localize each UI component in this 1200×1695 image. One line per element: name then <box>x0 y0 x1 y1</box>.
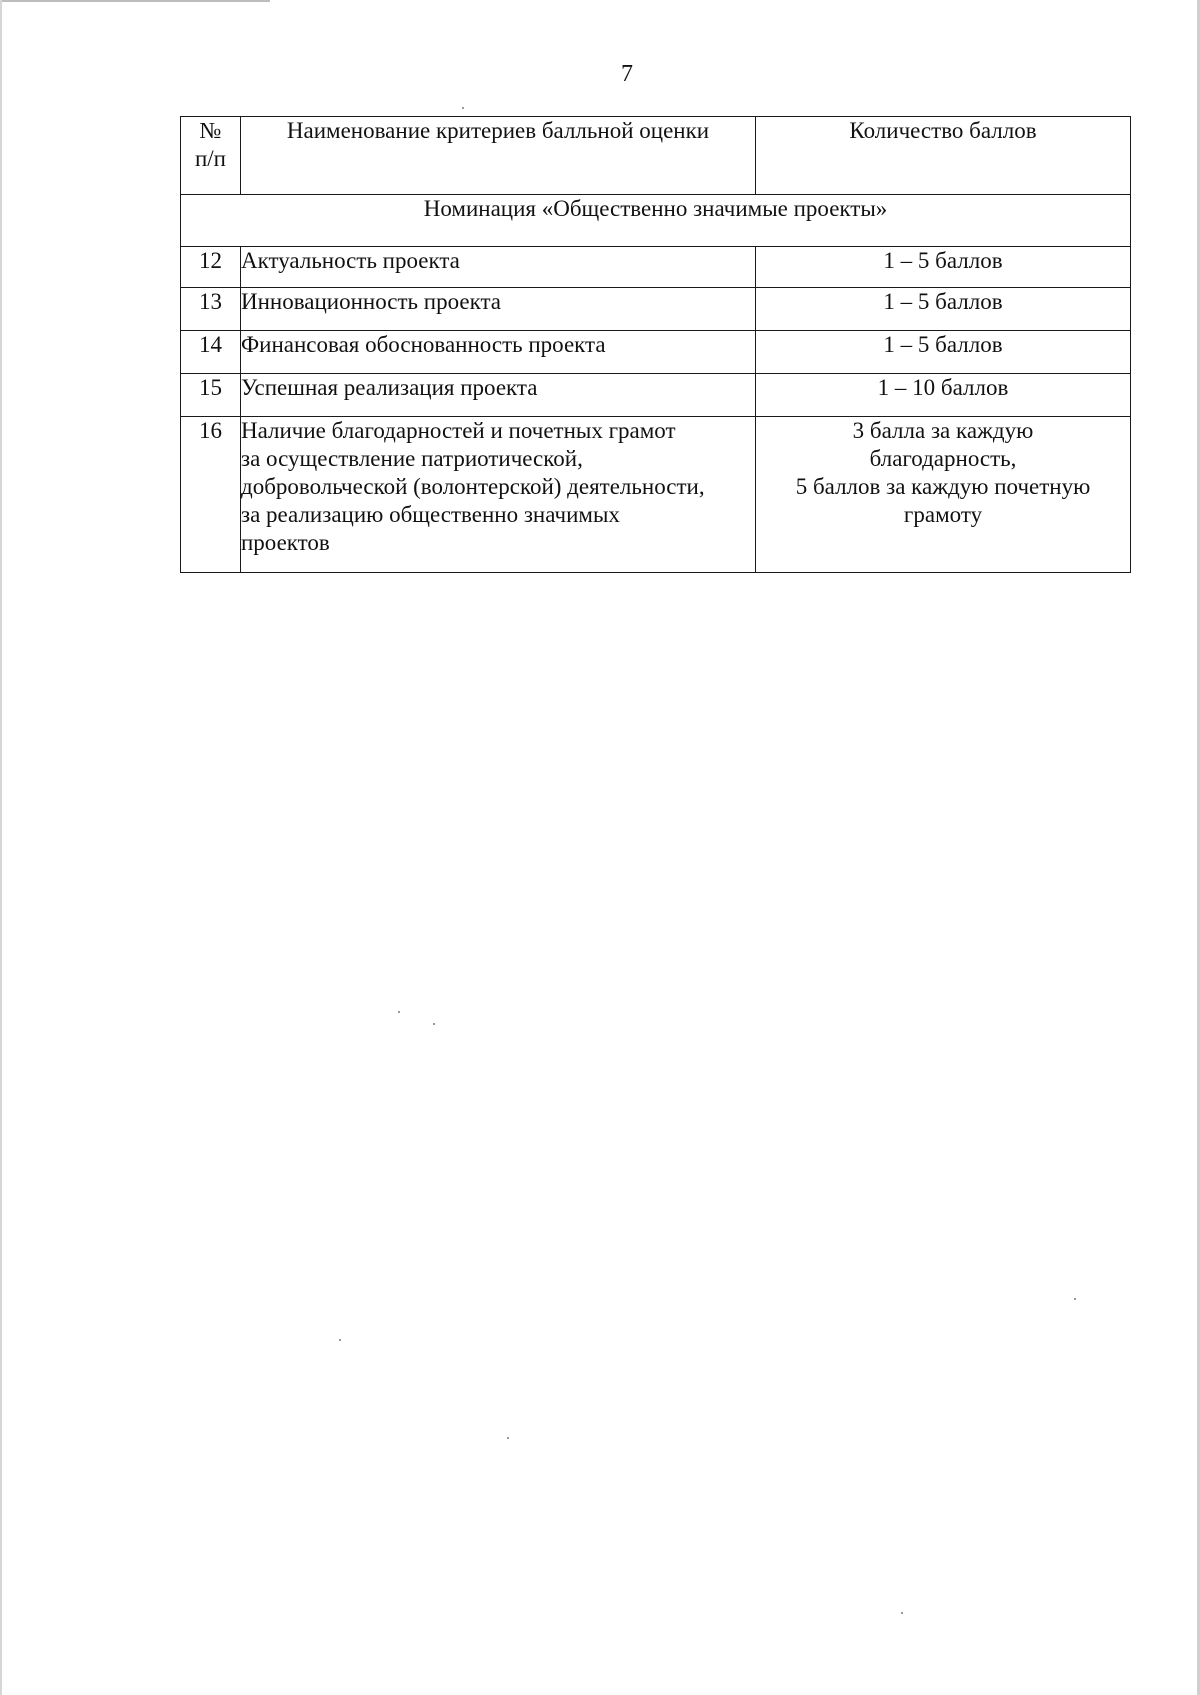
score-line: 1 – 5 баллов <box>883 332 1003 357</box>
criteria-name-line: за реализацию общественно значимых <box>241 502 620 527</box>
scan-speck <box>901 1612 903 1614</box>
row-number: 12 <box>181 247 241 288</box>
scan-edge-left <box>0 0 2 1695</box>
table-header-row <box>181 117 1131 195</box>
header-number <box>181 117 241 195</box>
scan-speck <box>1074 1298 1076 1300</box>
header-score: Количество баллов <box>756 117 1131 195</box>
score-line: грамоту <box>903 502 983 527</box>
criteria-name-line: Наличие благодарностей и почетных грамот <box>241 418 676 443</box>
table-row <box>181 288 1131 331</box>
scan-speck <box>398 1011 400 1013</box>
row-criteria-name <box>241 247 756 288</box>
row-number: 13 <box>181 288 241 331</box>
criteria-name-line: добровольческой (волонтерской) деятельности, <box>241 474 705 499</box>
score-line: благодарность, <box>869 446 1017 471</box>
row-score <box>756 288 1131 331</box>
score-line: 3 балла за каждую <box>852 418 1034 443</box>
table-row <box>181 417 1131 573</box>
scan-speck <box>433 1023 435 1025</box>
row-criteria-name <box>241 374 756 417</box>
row-criteria-name <box>241 288 756 331</box>
section-title: Номинация «Общественно значимые проекты» <box>181 195 1131 247</box>
row-number: 14 <box>181 331 241 374</box>
row-number: 16 <box>181 417 241 573</box>
row-score <box>756 247 1131 288</box>
row-score <box>756 374 1131 417</box>
criteria-name-line: Актуальность проекта <box>241 248 460 273</box>
criteria-table <box>180 116 1131 573</box>
section-row <box>181 195 1131 247</box>
page-number: 7 <box>621 61 633 87</box>
header-number-symbol: № <box>199 118 222 143</box>
row-score <box>756 417 1131 573</box>
scan-speck <box>339 1339 341 1341</box>
row-criteria-name <box>241 417 756 573</box>
header-criteria-name: Наименование критериев балльной оценки <box>241 117 756 195</box>
row-score <box>756 331 1131 374</box>
table-row <box>181 331 1131 374</box>
score-line: 5 баллов за каждую почетную <box>795 474 1091 499</box>
criteria-name-line: Инновационность проекта <box>241 289 502 314</box>
row-criteria-name <box>241 331 756 374</box>
scan-edge-top <box>0 0 270 2</box>
table-row <box>181 247 1131 288</box>
criteria-name-line: Финансовая обоснованность проекта <box>241 332 606 357</box>
criteria-name-line: проектов <box>241 530 330 555</box>
row-number: 15 <box>181 374 241 417</box>
scan-speck <box>462 107 464 109</box>
header-number-abbrev: п/п <box>194 146 226 171</box>
table-row <box>181 374 1131 417</box>
criteria-name-line: за осуществление патриотической, <box>241 446 583 471</box>
scan-speck <box>507 1437 509 1439</box>
score-line: 1 – 5 баллов <box>883 289 1003 314</box>
score-line: 1 – 10 баллов <box>877 375 1009 400</box>
score-line: 1 – 5 баллов <box>883 248 1003 273</box>
criteria-name-line: Успешная реализация проекта <box>241 375 538 400</box>
